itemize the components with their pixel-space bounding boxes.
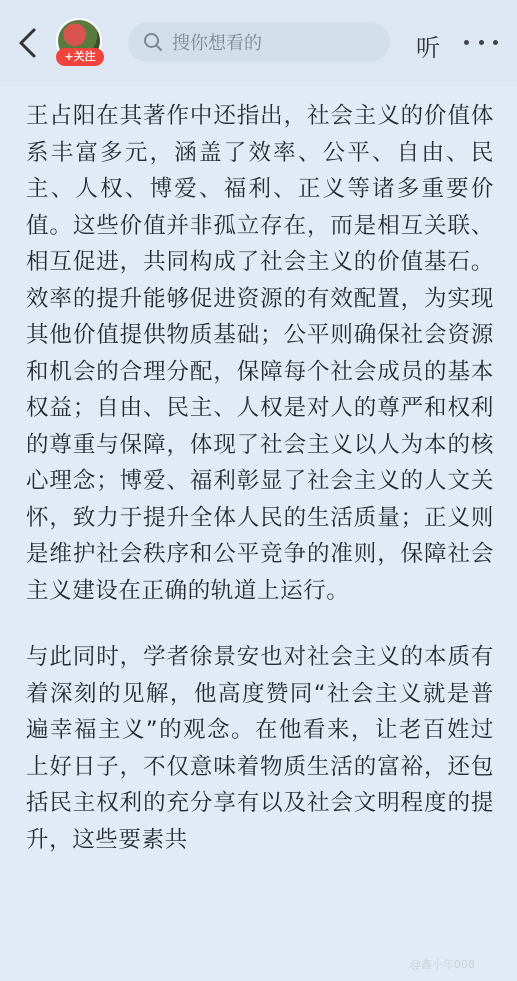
search-bar[interactable] bbox=[128, 22, 390, 62]
follow-button[interactable]: +关注 bbox=[56, 48, 104, 66]
back-button[interactable] bbox=[14, 26, 42, 60]
more-dots-icon bbox=[464, 40, 469, 45]
article-paragraph: 王占阳在其著作中还指出，社会主义的价值体系丰富多元，涵盖了效率、公平、自由、民主、人权、博爱、福利、正义等诸多重要价值。这些价值并非孤立存在，而是相互关联、相互促进，共同构成了社会主义的价值基石。效率的提升能够促进资源的有效配置，为实现其他价值提供物质基础；公平则确保社会资源和机会的合理分配，保障每个社会成员的基本权益；自由、民主、人权是对人的尊严和权利的尊重与保障，体现了社会主义以人为本的核心理念；博爱、福利彰显了社会主义的人文关怀，致力于提升全体人民的生活质量；正义则是维护社会秩序和公平竞争的准则，保障社会主义建设在正确的轨道上运行。 bbox=[26, 103, 494, 604]
article-paragraph: 与此同时，学者徐景安也对社会主义的本质有着深刻的见解，他高度赞同“社会主义就是普遍幸福主义”的观念。在他看来，让老百姓过上好日子，不仅意味着物质生活的富裕，还包括民主权利的充分享有以及社会文明程度的提升，这些要素共 bbox=[26, 644, 494, 853]
top-bar bbox=[0, 0, 517, 86]
article-body bbox=[26, 98, 494, 871]
chevron-left-icon bbox=[14, 26, 42, 60]
more-button[interactable] bbox=[464, 30, 498, 54]
listen-button[interactable]: 听 bbox=[416, 34, 440, 62]
watermark: @鑫小年008 bbox=[410, 958, 475, 971]
search-icon bbox=[142, 31, 164, 53]
search-placeholder: 搜你想看的 bbox=[172, 33, 262, 54]
